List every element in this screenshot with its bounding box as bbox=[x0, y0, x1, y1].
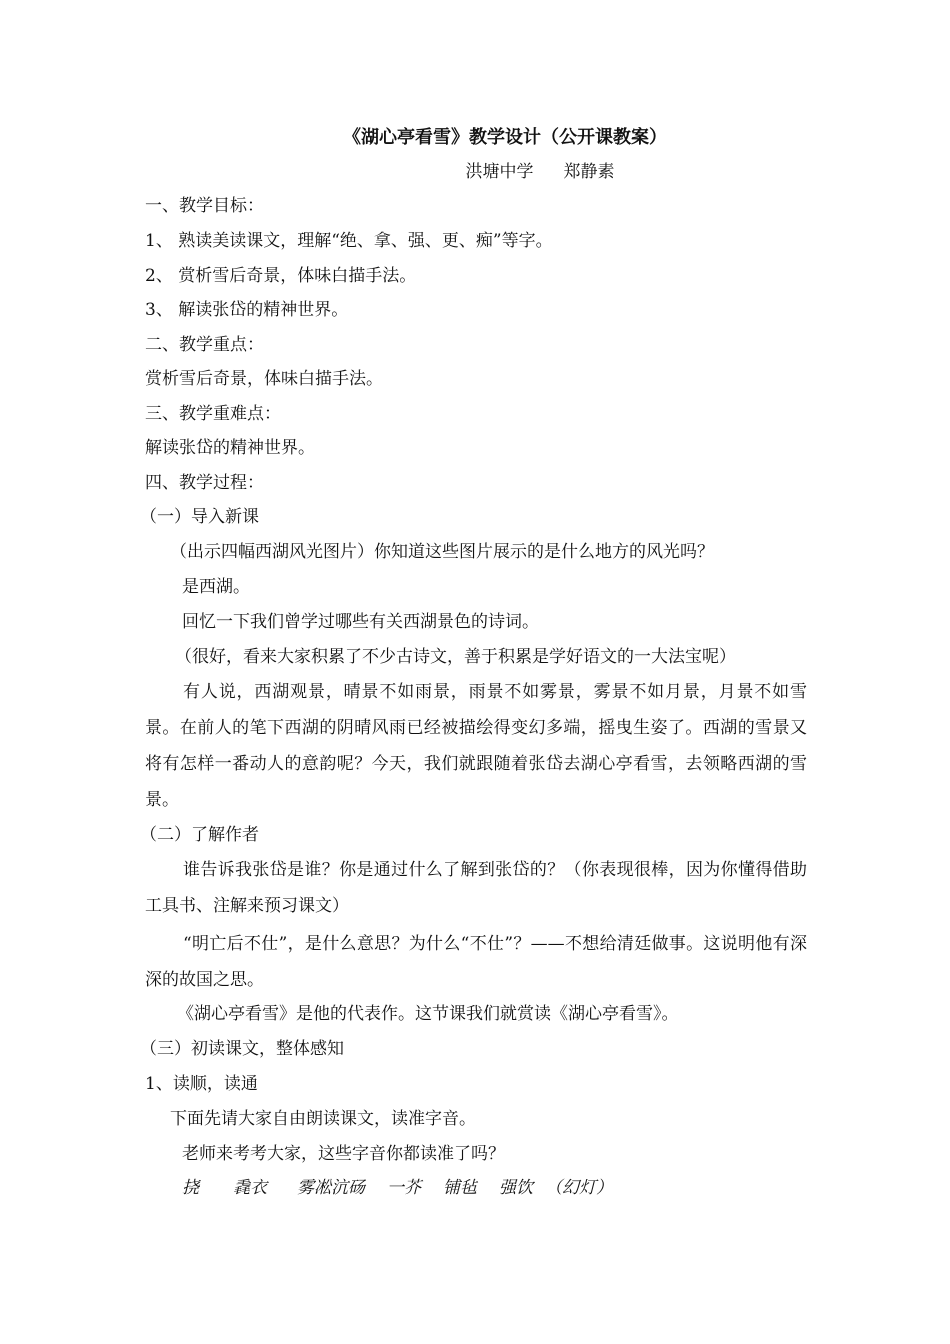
difficulties-text: 解读张岱的精神世界。 bbox=[145, 438, 315, 458]
author-paragraph-3: 《湖心亭看雪》是他的代表作。这节课我们就赏读《湖心亭看雪》。 bbox=[177, 1004, 679, 1024]
first-reading-line: 下面先请大家自由朗读课文，读准字音。 bbox=[170, 1109, 476, 1129]
pronunciation-word: （幻灯） bbox=[545, 1178, 613, 1198]
pronunciation-word: 强饮 bbox=[499, 1178, 533, 1198]
goal-item: 1、 熟读美读课文，理解“绝、拿、强、更、痴”等字。 bbox=[145, 231, 553, 251]
pronunciation-word: 一芥 bbox=[387, 1178, 421, 1198]
first-reading-line: 老师来考考大家，这些字音你都读准了吗？ bbox=[182, 1144, 505, 1164]
pronunciation-word: 雾凇沆砀 bbox=[297, 1178, 365, 1198]
intro-line: 回忆一下我们曾学过哪些有关西湖景色的诗词。 bbox=[182, 612, 539, 632]
document-title: 《湖心亭看雪》教学设计（公开课教案） bbox=[343, 127, 667, 148]
author-paragraph-1: 谁告诉我张岱是谁？你是通过什么了解到张岱的？（你表现很棒，因为你懂得借助工具书、注解来预习课文） bbox=[145, 860, 807, 916]
pronunciation-word: 铺毡 bbox=[443, 1178, 477, 1198]
intro-line: 是西湖。 bbox=[182, 577, 250, 597]
goal-item: 2、 赏析雪后奇景，体味白描手法。 bbox=[145, 266, 417, 286]
intro-line: （出示四幅西湖风光图片）你知道这些图片展示的是什么地方的风光吗？ bbox=[170, 542, 714, 562]
subsection-heading-author: （二）了解作者 bbox=[140, 825, 259, 845]
author-line bbox=[0, 160, 950, 184]
intro-line: （很好，看来大家积累了不少古诗文，善于积累是学好语文的一大法宝呢） bbox=[175, 647, 736, 667]
subsection-heading-first-reading: （三）初读课文，整体感知 bbox=[140, 1039, 344, 1059]
intro-paragraph: 有人说，西湖观景，晴景不如雨景，雨景不如雾景，雾景不如月景，月景不如雪景。在前人的笔下西湖的阴晴风雨已经被描绘得变幻多端，摇曳生姿了。西湖的雪景又将有怎样一番动人的意韵呢？今天，我们就跟随着张岱去湖心亭看雪，去领略西湖的雪景。 bbox=[145, 682, 807, 810]
section-heading-key-points: 二、教学重点： bbox=[145, 335, 264, 355]
section-heading-goals: 一、教学目标： bbox=[145, 196, 264, 216]
pronunciation-word: 毳衣 bbox=[233, 1178, 267, 1198]
goal-item: 3、 解读张岱的精神世界。 bbox=[145, 300, 349, 320]
author-school: 洪塘中学 bbox=[465, 162, 534, 182]
section-heading-process: 四、教学过程： bbox=[145, 473, 264, 493]
first-reading-subheading: 1、读顺，读通 bbox=[145, 1074, 258, 1094]
pronunciation-word: 挠 bbox=[182, 1178, 199, 1198]
author-name: 郑静素 bbox=[563, 162, 615, 182]
author-paragraph-2: “明亡后不仕”，是什么意思？为什么“不仕”？——不想给清廷做事。这说明他有深深的故国之思。 bbox=[145, 934, 807, 990]
key-points-text: 赏析雪后奇景，体味白描手法。 bbox=[145, 369, 383, 389]
subsection-heading-intro: （一）导入新课 bbox=[140, 507, 259, 527]
section-heading-difficulties: 三、教学重难点： bbox=[145, 404, 281, 424]
pronunciation-words bbox=[182, 1176, 613, 1200]
